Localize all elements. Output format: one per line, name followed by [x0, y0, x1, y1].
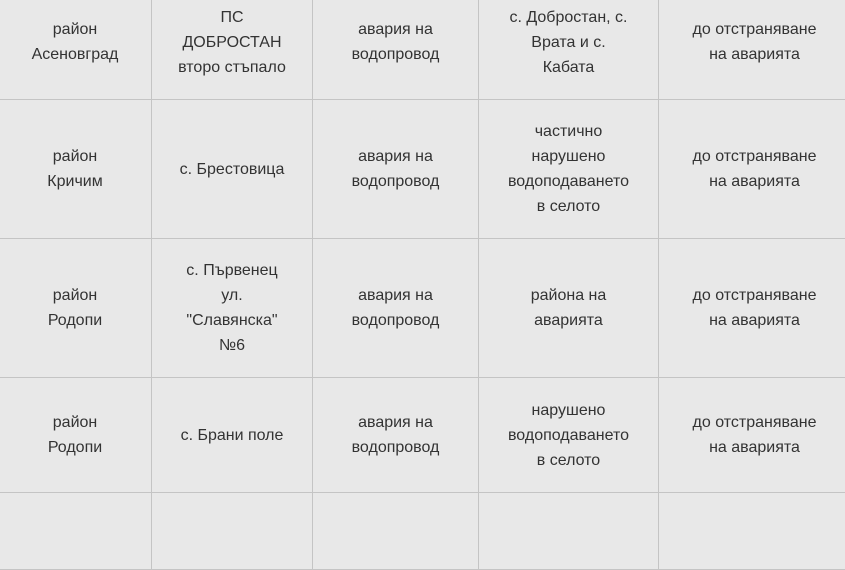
cell-district: район Кричим: [0, 100, 152, 239]
cell-district: район Родопи: [0, 378, 152, 493]
cell-object: ПС ДОБРОСТАН второ стъпало: [152, 0, 313, 100]
cell-duration: до отстраняване на аварията: [659, 100, 845, 239]
cell-district: район Родопи: [0, 239, 152, 378]
table-cell-empty: [152, 493, 313, 570]
cell-object: с. Първенец ул. "Славянска" №6: [152, 239, 313, 378]
cell-object: с. Брестовица: [152, 100, 313, 239]
table-cell-empty: [479, 493, 659, 570]
table-row: [0, 378, 845, 493]
cell-duration: до отстраняване на аварията: [659, 239, 845, 378]
table-row: [0, 0, 845, 100]
table-cell-empty: [313, 493, 479, 570]
table-cell-empty: [0, 493, 152, 570]
table-row: [0, 100, 845, 239]
table-row-partial: [0, 493, 845, 570]
cell-reason: авария на водопровод: [313, 378, 479, 493]
cell-affected-area: нарушено водоподаването в селото: [479, 378, 659, 493]
cell-reason: авария на водопровод: [313, 100, 479, 239]
table-cell-empty: [659, 493, 845, 570]
cell-affected-area: района на аварията: [479, 239, 659, 378]
cell-object: с. Брани поле: [152, 378, 313, 493]
cell-duration: до отстраняване на аварията: [659, 378, 845, 493]
cell-affected-area: частично нарушено водоподаването в селото: [479, 100, 659, 239]
table-row: [0, 239, 845, 378]
cell-reason: авария на водопровод: [313, 239, 479, 378]
cell-reason: авария на водопровод: [313, 0, 479, 100]
cell-district: район Асеновград: [0, 0, 152, 100]
cell-affected-area: с. Добростан, с. Врата и с. Кабата: [479, 0, 659, 100]
cell-duration: до отстраняване на аварията: [659, 0, 845, 100]
